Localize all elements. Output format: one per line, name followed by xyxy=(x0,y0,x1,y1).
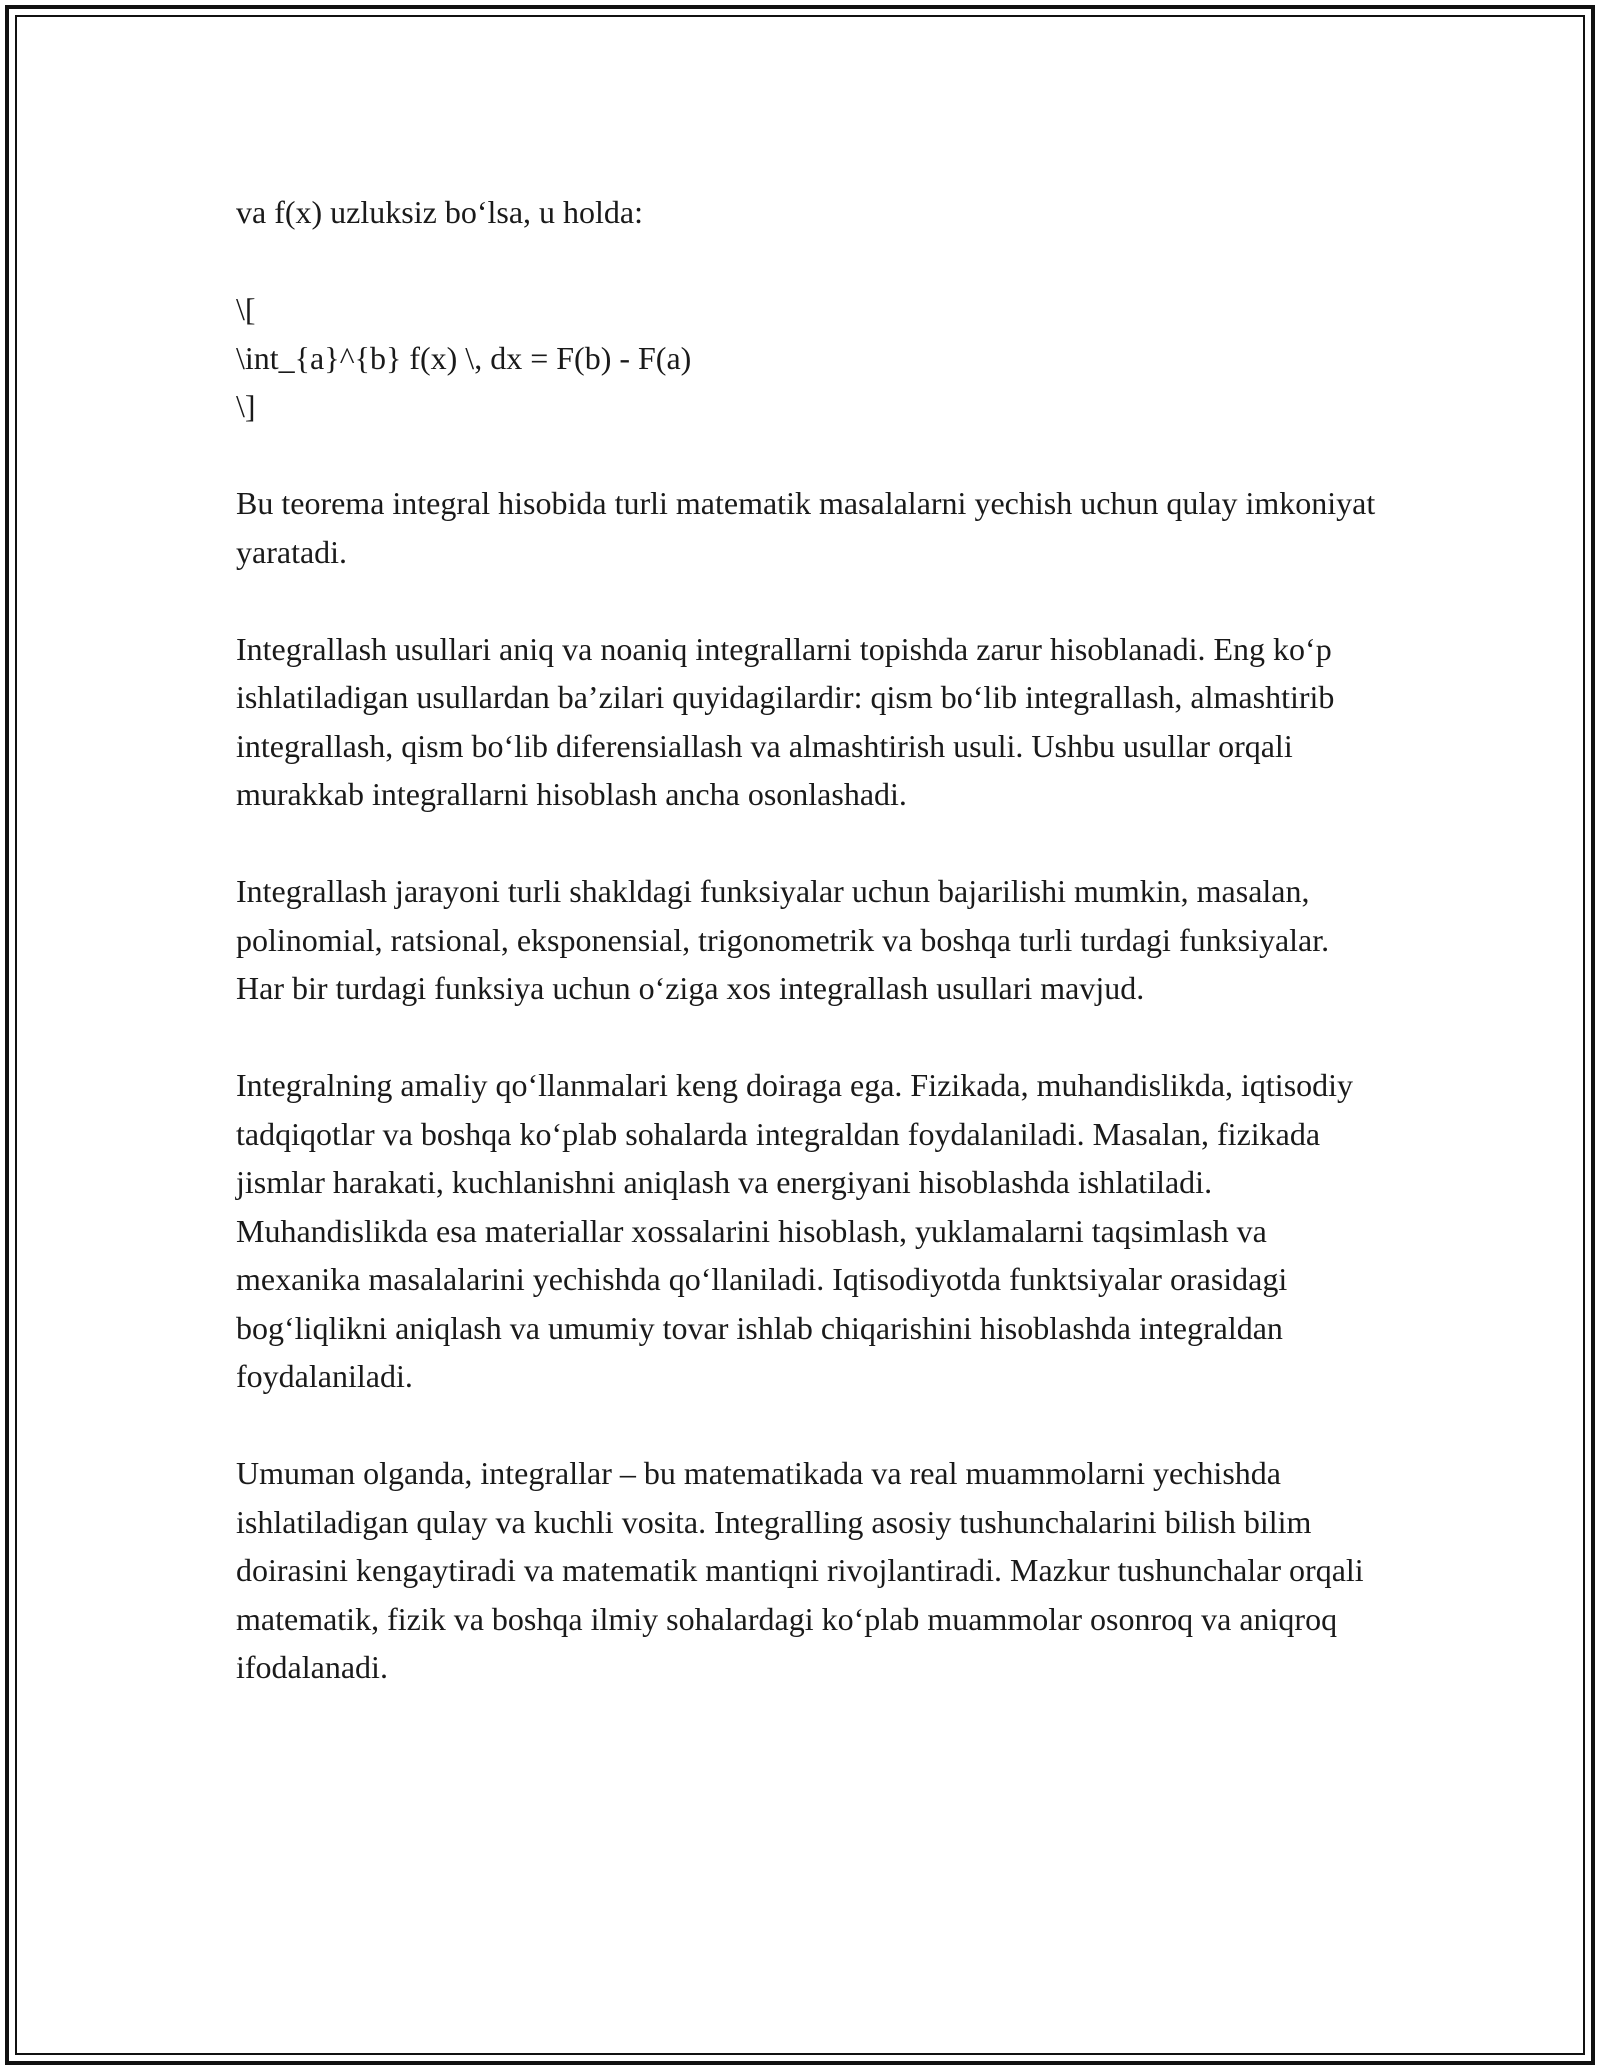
paragraph-theorem: Bu teorema integral hisobida turli matematik masalalarni yechish uchun qulay imkoniyat yaratadi. xyxy=(236,485,1376,570)
spacer xyxy=(236,1013,1376,1062)
spacer xyxy=(236,819,1376,868)
paragraph-conclusion: Umuman olganda, integrallar – bu matematikada va real muammolarni yechishda ishlatiladigan qulay va kuchli vosita. Integralling asosiy tushunchalarini bilish bilim doirasini kengaytiradi va matematik mantiqni rivojlantiradi. Mazkur tushunchalar orqali matematik, fizik va boshqa ilmiy sohalardagi ko‘plab muammolar osonroq va aniqroq ifodalanadi. xyxy=(236,1455,1364,1685)
spacer xyxy=(236,1401,1376,1450)
paragraph-methods: Integrallash usullari aniq va noaniq integrallarni topishda zarur hisoblanadi. Eng ko‘p ishlatiladigan usullardan ba’zilari quyidagilardir: qism bo‘lib integrallash, almashtirib integrallash, qism bo‘lib diferensiallash va almashtirish usuli. Ushbu usullar orqali murakkab integrallarni hisoblash ancha osonlashadi. xyxy=(236,630,1335,812)
formula-close: \] xyxy=(236,388,256,424)
formula-open: \[ xyxy=(236,291,256,327)
document-body xyxy=(236,188,1376,1692)
intro-line: va f(x) uzluksiz bo‘lsa, u holda: xyxy=(236,194,643,230)
paragraph-function-types: Integrallash jarayoni turli shakldagi funksiyalar uchun bajarilishi mumkin, masalan, polinomial, ratsional, eksponensial, trigonometrik va boshqa turli turdagi funksiyalar. Har bir turdagi funksiya uchun o‘ziga xos integrallash usullari mavjud. xyxy=(236,873,1330,1006)
spacer xyxy=(236,431,1376,480)
formula-body: \int_{a}^{b} f(x) \, dx = F(b) - F(a) xyxy=(236,339,692,376)
spacer xyxy=(236,237,1376,286)
paragraph-applications: Integralning amaliy qo‘llanmalari keng doiraga ega. Fizikada, muhandislikda, iqtisodiy tadqiqotlar va boshqa ko‘plab sohalarda integraldan foydalaniladi. Masalan, fizikada jismlar harakati, kuchlanishni aniqlash va energiyani hisoblashda ishlatiladi. Muhandislikda esa materiallar xossalarini hisoblash, yuklamalarni taqsimlash va mexanika masalalarini yechishda qo‘llaniladi. Iqtisodiyotda funktsiyalar orasidagi bog‘liqlikni aniqlash va umumiy tovar ishlab chiqarishini hisoblashda integraldan foydalaniladi. xyxy=(236,1067,1354,1394)
spacer xyxy=(236,576,1376,625)
